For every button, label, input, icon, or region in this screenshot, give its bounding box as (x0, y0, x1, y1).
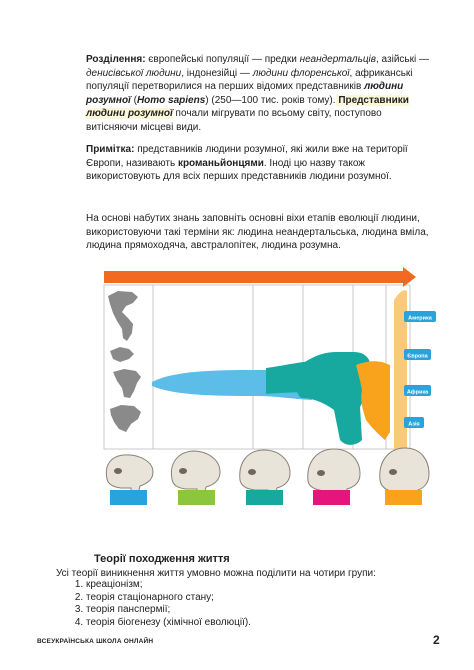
skull-1 (106, 455, 153, 494)
skull-2 (171, 451, 220, 495)
answer-box-3[interactable] (246, 490, 283, 505)
paragraph-note: Примітка: представників людини розумної, які жили вже на території Європи, називають кроманьйонцями. Іноді цю назву також використовують для всіх перших представників людини розумної. (86, 144, 408, 183)
region-tag-asia-label: Азія (408, 421, 420, 428)
answer-box-4[interactable] (313, 490, 350, 505)
region-tag-europe-label: Європа (407, 353, 428, 360)
page-number: 2 (433, 633, 440, 647)
list-item: 4. теорія біогенезу (хімічної еволюції). (86, 617, 251, 630)
answer-box-1[interactable] (110, 490, 147, 505)
footer-school-name: ВСЕУКРАЇНСЬКА ШКОЛА ОНЛАЙН (37, 638, 154, 645)
separation-label: Розділення: (86, 54, 146, 65)
americas-map (108, 291, 138, 341)
list-item: 3. теорія панспермії; (86, 604, 251, 617)
world-silhouettes (108, 291, 141, 432)
region-tag-africa-label: Африка (406, 389, 429, 396)
region-tag-america-label: Америка (408, 315, 432, 322)
answer-box-2[interactable] (178, 490, 215, 505)
answer-box-5[interactable] (385, 490, 422, 505)
note-label: Примітка: (86, 144, 135, 155)
theories-intro: Усі теорії виникнення життя умовно можна поділити на чотири групи: (56, 568, 376, 579)
timeline-arrow (104, 267, 416, 287)
list-item: 2. теорія стаціонарного стану; (86, 592, 251, 605)
task-text: На основі набутих знань заповніть основні віхи етапів еволюції людини, використовуючи такі терміни як: людина неандертальська, людина вміла, людина прямоходяча, австралопітек, людина розумна. (86, 213, 429, 252)
list-item: 1. креаціонізм; (86, 579, 251, 592)
theories-title: Теорії походження життя (94, 553, 230, 565)
skull-4 (308, 449, 360, 497)
theories-list (56, 579, 251, 629)
africa-map (113, 369, 141, 398)
europe-map (110, 347, 134, 362)
paragraph-separation: Розділення: європейські популяції — предки неандертальців, азійські — денисівської людини, індонезійці — людини флоренської, африканські популяції перетворилися на перших відомих представників людини розумної (Homo sapiens) (250—100 тис. років тому). Представники людини розумної почали мігрувати по всьому світу, поступово витісняючи місцеві види. (86, 54, 429, 133)
skull-3 (240, 450, 290, 496)
asia-map (110, 405, 141, 432)
